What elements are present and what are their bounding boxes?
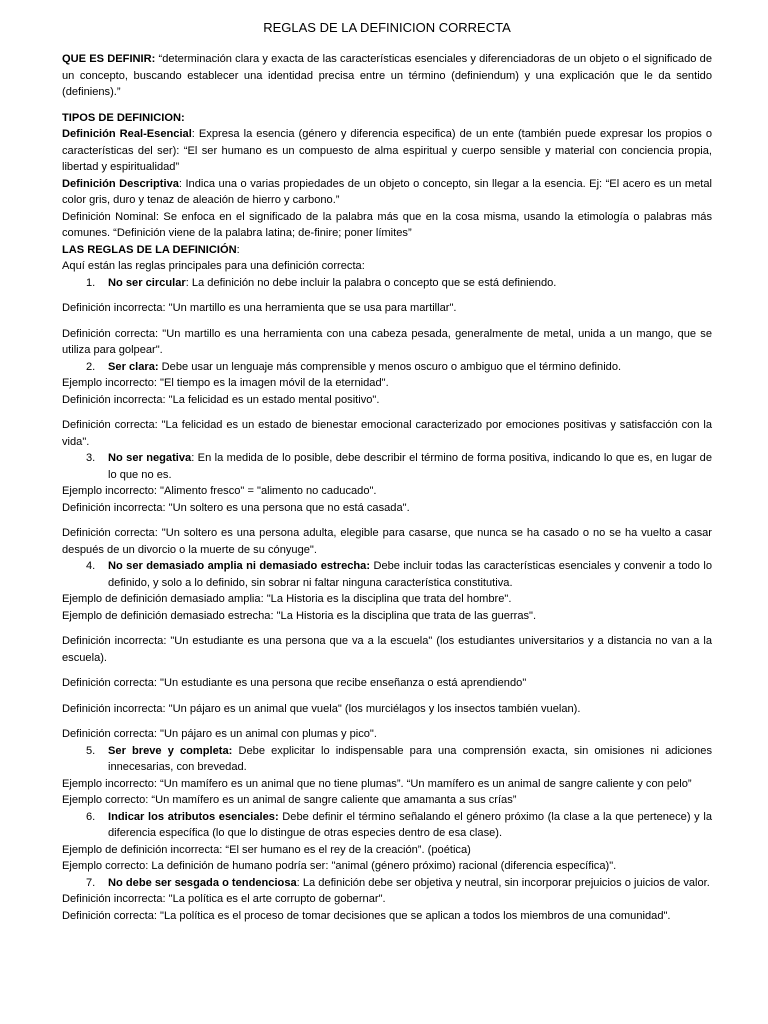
example-paragraph: Definición incorrecta: "Un pájaro es un animal que vuela" (los murciélagos y los insectos también vuelan). [62, 702, 581, 715]
rule-number: 5. [86, 744, 96, 757]
tipos-heading: TIPOS DE DEFINICION: [62, 111, 185, 124]
rule-item [62, 275, 712, 292]
tipo-text: : Indica una o varias propiedades de un objeto o concepto, sin llegar a la esencia. Ej: “El acero es un metal color gris, duro y tenaz de aleación de hierro y carbono.” [62, 177, 712, 206]
reglas-heading: LAS REGLAS DE LA DEFINICIÓN [62, 243, 237, 256]
tipo-text: Definición Nominal: Se enfoca en el significado de la palabra más que en la cosa misma, usando la etimología o palabras más comunes. “Definición viene de la palabra latina; de-finire; poner límites” [62, 210, 712, 239]
rule-text: : En la medida de lo posible, debe describir el término de forma positiva, indicando lo que es, en lugar de lo que no es. [108, 452, 713, 481]
rule-text: : La definición no debe incluir la palabra o concepto que se está definiendo. [185, 276, 557, 289]
reglas-heading-line [62, 242, 712, 259]
rule-item [62, 809, 712, 842]
example-paragraph: Definición correcta: "Un pájaro es un animal con plumas y pico". [62, 728, 377, 740]
example-line: Ejemplo de definición incorrecta: “El ser humano es el rey de la creación”. (poética) [62, 843, 471, 856]
example-line: Ejemplo de definición demasiado amplia: "La Historia es la disciplina que trata del hombre". [62, 593, 512, 605]
example-line: Ejemplo incorrecto: "El tiempo es la imagen móvil de la eternidad". [62, 377, 389, 389]
rule-title: No ser circular [108, 276, 186, 289]
example-line: Definición incorrecta: "Un soltero es una persona que no está casada". [62, 501, 410, 514]
example-paragraph: Definición correcta: "La felicidad es un estado de bienestar emocional caracterizado por emociones positivas y satisfacción con la vida". [62, 419, 712, 448]
reglas-heading-colon: : [236, 243, 240, 256]
rule-text: : La definición debe ser objetiva y neutral, sin incorporar prejuicios o juicios de valor. [296, 876, 710, 889]
tipo-label: Definición Descriptiva [62, 177, 179, 190]
rule-number: 1. [86, 276, 96, 289]
rule-item [62, 558, 712, 591]
rule-item [62, 450, 712, 483]
document-title: REGLAS DE LA DEFINICION CORRECTA [263, 20, 511, 35]
tipo-text: : Expresa la esencia (género y diferencia especifica) de un ente (también puede expresar los propios o características del ser): “El ser humano es un compuesto de alma espiritual y cuerpo sensible y material con conciencia propia, libertad y espiritualidad” [62, 128, 712, 173]
que-es-definir-paragraph [62, 51, 712, 101]
tipo-nominal [62, 209, 712, 242]
example-line: Definición incorrecta: "La política es el arte corrupto de gobernar". [62, 893, 386, 905]
tipo-descriptiva [62, 176, 712, 209]
example-line: Ejemplo incorrecto: "Alimento fresco" = "alimento no caducado". [62, 485, 377, 497]
rule-title: No ser demasiado amplia ni demasiado estrecha: [108, 560, 371, 572]
rule-number: 4. [86, 560, 96, 572]
rule-number: 2. [86, 360, 96, 373]
rule-item [62, 875, 712, 892]
rule-text: Debe explicitar lo indispensable para una comprensión exacta, sin omisiones ni adiciones innecesarias, con brevedad. [108, 744, 712, 773]
example-line: Ejemplo de definición demasiado estrecha: "La Historia es la disciplina que trata de las guerras". [62, 609, 537, 622]
rule-title: Indicar los atributos esenciales: [108, 810, 279, 823]
rule-title: No debe ser sesgada o tendenciosa [108, 876, 297, 889]
example-line: Ejemplo correcto: La definición de humano podría ser: "animal (género próximo) racional (diferencia específica)". [62, 860, 617, 872]
example-line: Definición correcta: "La política es el proceso de tomar decisiones que se aplican a todos los miembros de una comunidad". [62, 909, 671, 922]
reglas-intro: Aquí están las reglas principales para una definición correcta: [62, 260, 365, 272]
tipo-real-esencial [62, 126, 712, 176]
rule-text: Debe definir el término señalando el género próximo (la clase a la que pertenece) y la diferencia específica (lo que lo distingue de otras especies dentro de esa clase). [108, 810, 712, 839]
rule-number: 3. [86, 452, 96, 464]
rule-text: Debe incluir todas las características esenciales y convenir a todo lo definido, y solo a lo definido, sin sobrar ni faltar ninguna característica constitutiva. [108, 560, 713, 589]
example-paragraph: Definición correcta: "Un martillo es una herramienta con una cabeza pesada, generalmente de metal, unida a un mango, que se utiliza para golpear". [62, 327, 712, 356]
example-line: Ejemplo incorrecto: “Un mamífero es un animal que no tiene plumas”. “Un mamífero es un animal de sangre caliente y con pelo” [62, 777, 692, 790]
rule-title: Ser breve y completa: [108, 744, 233, 757]
que-es-definir-label: QUE ES DEFINIR: [62, 53, 156, 65]
rule-number: 6. [86, 810, 96, 823]
example-paragraph: Definición correcta: "Un estudiante es una persona que recibe enseñanza o está aprendiendo" [62, 677, 527, 689]
rules-list [62, 275, 712, 925]
rule-title: No ser negativa [108, 452, 192, 464]
que-es-definir-text: “determinación clara y exacta de las características esenciales y diferenciadoras de un objeto o el significado de un concepto, buscando establecer una identidad precisa entre un término (definiendum) y una explicación que le da sentido (definiens).” [62, 53, 712, 98]
rule-number: 7. [86, 876, 96, 889]
example-paragraph: Definición incorrecta: "Un estudiante es una persona que va a la escuela" (los estudiantes universitarios y a distancia no van a la escuela). [62, 635, 712, 664]
example-line: Ejemplo correcto: “Un mamífero es un animal de sangre caliente que amamanta a sus crías” [62, 794, 517, 806]
rule-item [62, 359, 712, 376]
rule-text: Debe usar un lenguaje más comprensible y menos oscuro o ambiguo que el término definido. [158, 360, 622, 373]
tipo-label: Definición Real-Esencial [62, 128, 192, 140]
example-paragraph: Definición incorrecta: "Un martillo es una herramienta que se usa para martillar". [62, 302, 457, 314]
example-paragraph: Definición correcta: "Un soltero es una persona adulta, elegible para casarse, que nunca se ha casado o no se ha vuelto a casar después de un divorcio o la muerte de su cónyuge". [62, 527, 712, 556]
example-line: Definición incorrecta: "La felicidad es un estado mental positivo". [62, 393, 380, 406]
rule-item [62, 743, 712, 776]
rule-title: Ser clara: [108, 360, 159, 373]
